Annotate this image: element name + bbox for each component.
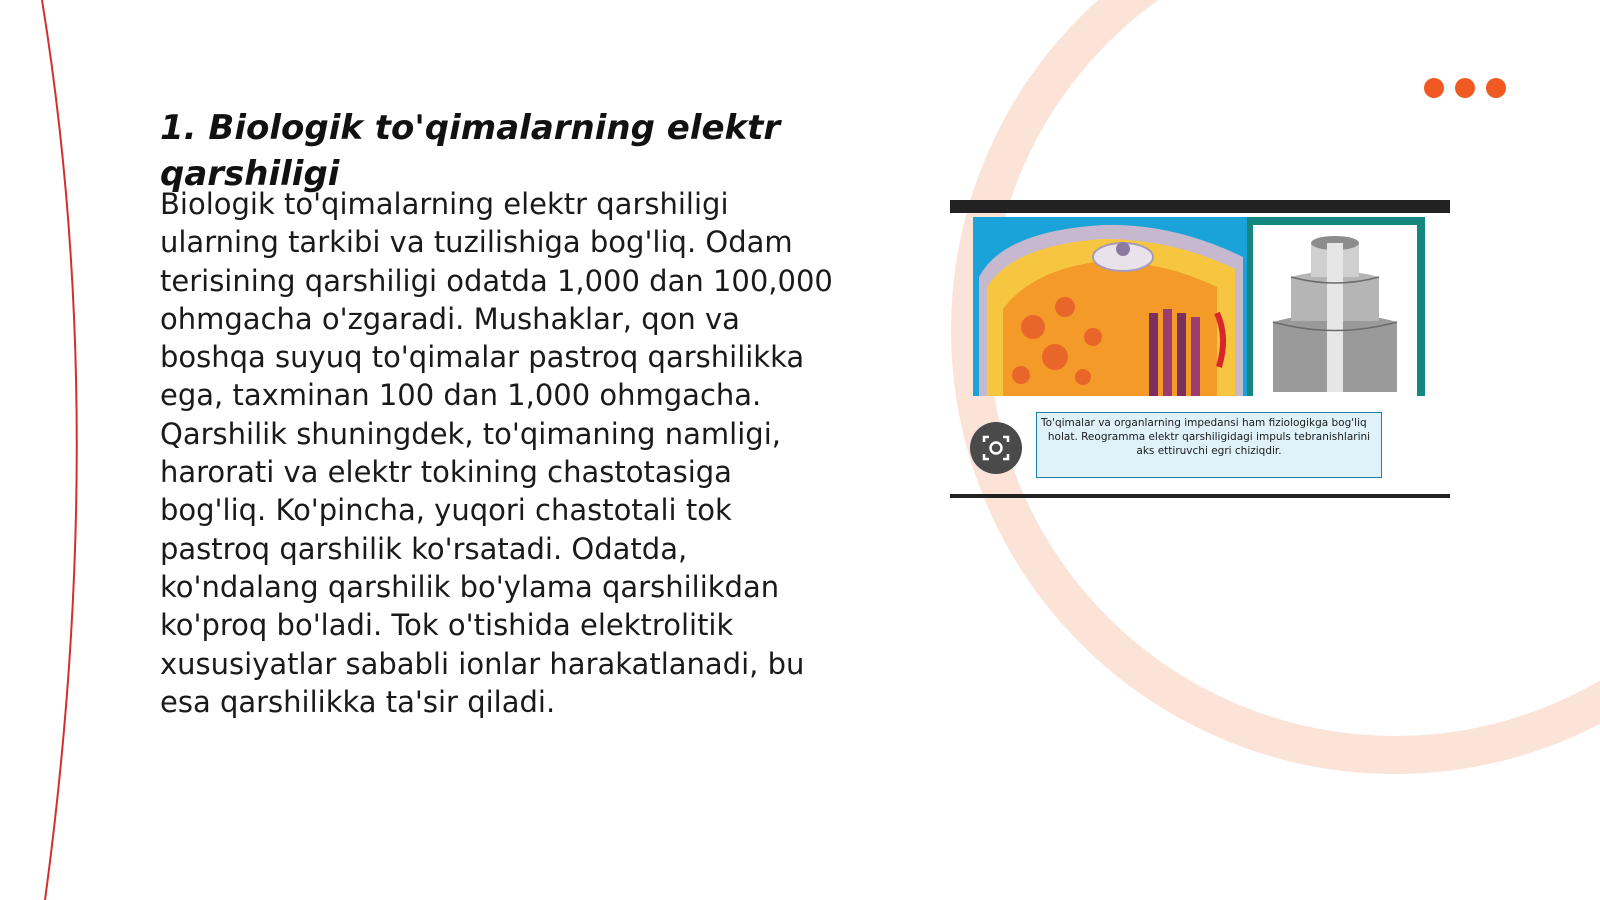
slide-body-text: Biologik to'qimalarning elektr qarshiligi ularning tarkibi va tuzilishiga bog'liq. Odam terisining qarshiligi odatda 1,000 dan 100,000 ohmgacha o'zgaradi. Mushaklar, qon va boshqa suyuq to'qimalar pastroq qarshilikka ega, taxminan 100 dan 1,000 ohmgacha. Qarshilik shuningdek, to'qimaning namligi, harorati va elektr tokining chastotasiga bog'liq. Ko'pincha, yuqori chastotali tok pastroq qarshilik ko'rsatadi. Odatda, ko'ndalang qarshilik bo'ylama qarshilikdan ko'proq bo'ladi. Tok o'tishida elektrolitik xususiyatlar sababli ionlar harakatlanadi, bu esa qarshilikka ta'sir qiladi. — [160, 187, 833, 719]
figure-images — [973, 217, 1425, 396]
caption-line-2: holat. Reogramma elektr qarshiligidagi impuls tebranishlarini aks ettiruvchi egri chiziqdir. — [1047, 431, 1371, 457]
tissue-cross-section-illustration — [973, 217, 1247, 396]
dot-icon — [1424, 78, 1444, 98]
figure-bottom-bar — [950, 494, 1450, 498]
slide-title: 1. Biologik to'qimalarning elektr qarshiligi — [160, 108, 781, 194]
figure-panel — [950, 200, 1450, 500]
camera-lens-icon — [981, 433, 1011, 463]
figure-top-bar — [950, 200, 1450, 213]
figure-caption — [1036, 412, 1382, 478]
bone-structure-illustration — [1247, 217, 1425, 396]
camera-lens-button[interactable] — [970, 422, 1022, 474]
more-dots-icon[interactable] — [1424, 78, 1506, 98]
dot-icon — [1486, 78, 1506, 98]
left-red-curve — [42, 0, 77, 900]
caption-line-1: To'qimalar va organlarning impedansi ham fiziologikga bog'liq — [1041, 417, 1367, 429]
dot-icon — [1455, 78, 1475, 98]
